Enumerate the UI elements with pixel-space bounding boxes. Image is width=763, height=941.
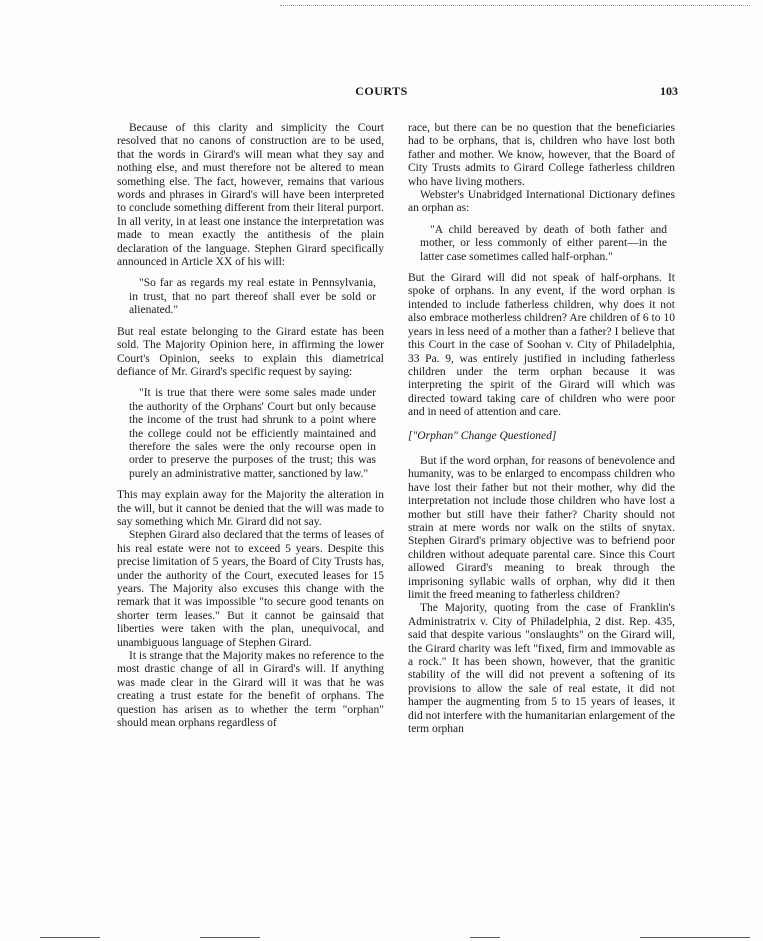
paragraph: But real estate belonging to the Girard estate has been sold. The Majority Opinion here, in affirming the lower Court's Opinion, seeks to explain this diametrical defiance of Mr. Girard's specific request by saying: xyxy=(117,325,384,378)
paragraph: Stephen Girard also declared that the terms of leases of his real estate were not to exceed 5 years. Despite this precise limitation of 5 years, the Board of City Trusts has, under the authority of the Court, executed leases for 15 years. The Majority also excuses this change with the remark that it was impossible "to secure good tenants on shorter term leases." But it cannot be gainsaid that liberties were taken with the plan, unequivocal, and unambiguous language of Stephen Girard. xyxy=(117,529,384,649)
paragraph: This may explain away for the Majority the alteration in the will, but it cannot be denied that the will was made to say something which Mr. Girard did not say. xyxy=(117,489,384,528)
page-number: 103 xyxy=(660,84,678,98)
paragraph: But if the word orphan, for reasons of benevolence and humanity, was to be enlarged to encompass children who have lost their father but not their mother, why did the interpretation not include those children who have lost a mother but still have their father? Charity should not strain at mere words nor walk on the stilts of snytax. Stephen Girard's primary objective was to befriend poor children without adequate parental care. Since this Court allowed Girard's meaning to break through the imprisoning syllabic walls of orphan, why did it then limit the freed meaning to fatherless children? xyxy=(408,454,675,601)
bottom-rule xyxy=(470,937,500,938)
paragraph: But the Girard will did not speak of half-orphans. It spoke of orphans. In any event, if the word orphan is intended to include fatherless children, why does it not also embrace motherless children? Are children of 6 to 10 years in less need of a mother than a father? I believe that this Court in the case of Soohan v. City of Philadelphia, 33 Pa. 9, was entirely justified in including fatherless children under the term orphan because it was interpreting the spirit of the Girard will which was directed toward taking care of children who were poor and in need of attention and care. xyxy=(408,272,675,419)
running-head: COURTS xyxy=(355,84,408,98)
top-edge-dots xyxy=(280,5,750,6)
left-column xyxy=(117,122,384,730)
block-quote: "It is true that there were some sales made under the authority of the Orphans' Court but only because the income of the trust had shrunk to a point where the college could not be efficiently maintained and therefore the sales were the only recourse open in order to preserve the purposes of the trust; this was purely an administrative matter, sanctioned by law." xyxy=(129,387,376,480)
block-quote: "A child bereaved by death of both father and mother, or less commonly of either parent—in the latter case sometimes called half-orphan." xyxy=(420,223,667,263)
right-column xyxy=(408,122,675,736)
bottom-rule xyxy=(200,937,260,938)
block-quote: "So far as regards my real estate in Pennsylvania, in trust, that no part thereof shall ever be sold or alienated." xyxy=(129,277,376,317)
bottom-rule xyxy=(640,937,750,938)
paragraph: The Majority, quoting from the case of Franklin's Administratrix v. City of Philadelphia, 2 dist. Rep. 435, said that despite various "onslaughts" on the Girard will, the Girard charity was left "fixed, firm and immovable as a rock." It has been shown, however, that the granitic stability of the will did not prevent a softening of its provisions to allow the sale of real estate, it did not hamper the augmenting from 5 to 15 years of leases, it did not interfere with the humanitarian enlargement of the term orphan xyxy=(408,602,675,736)
bottom-rule xyxy=(40,937,100,938)
section-heading: ["Orphan" Change Questioned] xyxy=(408,429,557,442)
paragraph: It is strange that the Majority makes no reference to the most drastic change of all in Girard's will. If anything was made clear in the Girard will it was that he was creating a trust estate for the benefit of orphans. The question has arisen as to whether the term "orphan" should mean orphans regardless of xyxy=(117,650,384,730)
paragraph: Webster's Unabridged International Dictionary defines an orphan as: xyxy=(408,189,675,215)
paragraph: Because of this clarity and simplicity the Court resolved that no canons of construction are to be used, that the words in Girard's will mean what they say and nothing else, and must therefore not be altered to mean something else. The fact, however, remains that various words and phrases in Girard's will have been interpreted to conclude something different from their literal purport. In all verity, in at least one instance the interpretation was made to mean exactly the antithesis of the plain declaration of the language. Stephen Girard specifically announced in Article XX of his will: xyxy=(117,122,384,269)
paragraph: race, but there can be no question that the beneficiaries had to be orphans, that is, children who have lost both father and mother. We know, however, that the Board of City Trusts admits to Girard College fatherless children who have living mothers. xyxy=(408,122,675,188)
